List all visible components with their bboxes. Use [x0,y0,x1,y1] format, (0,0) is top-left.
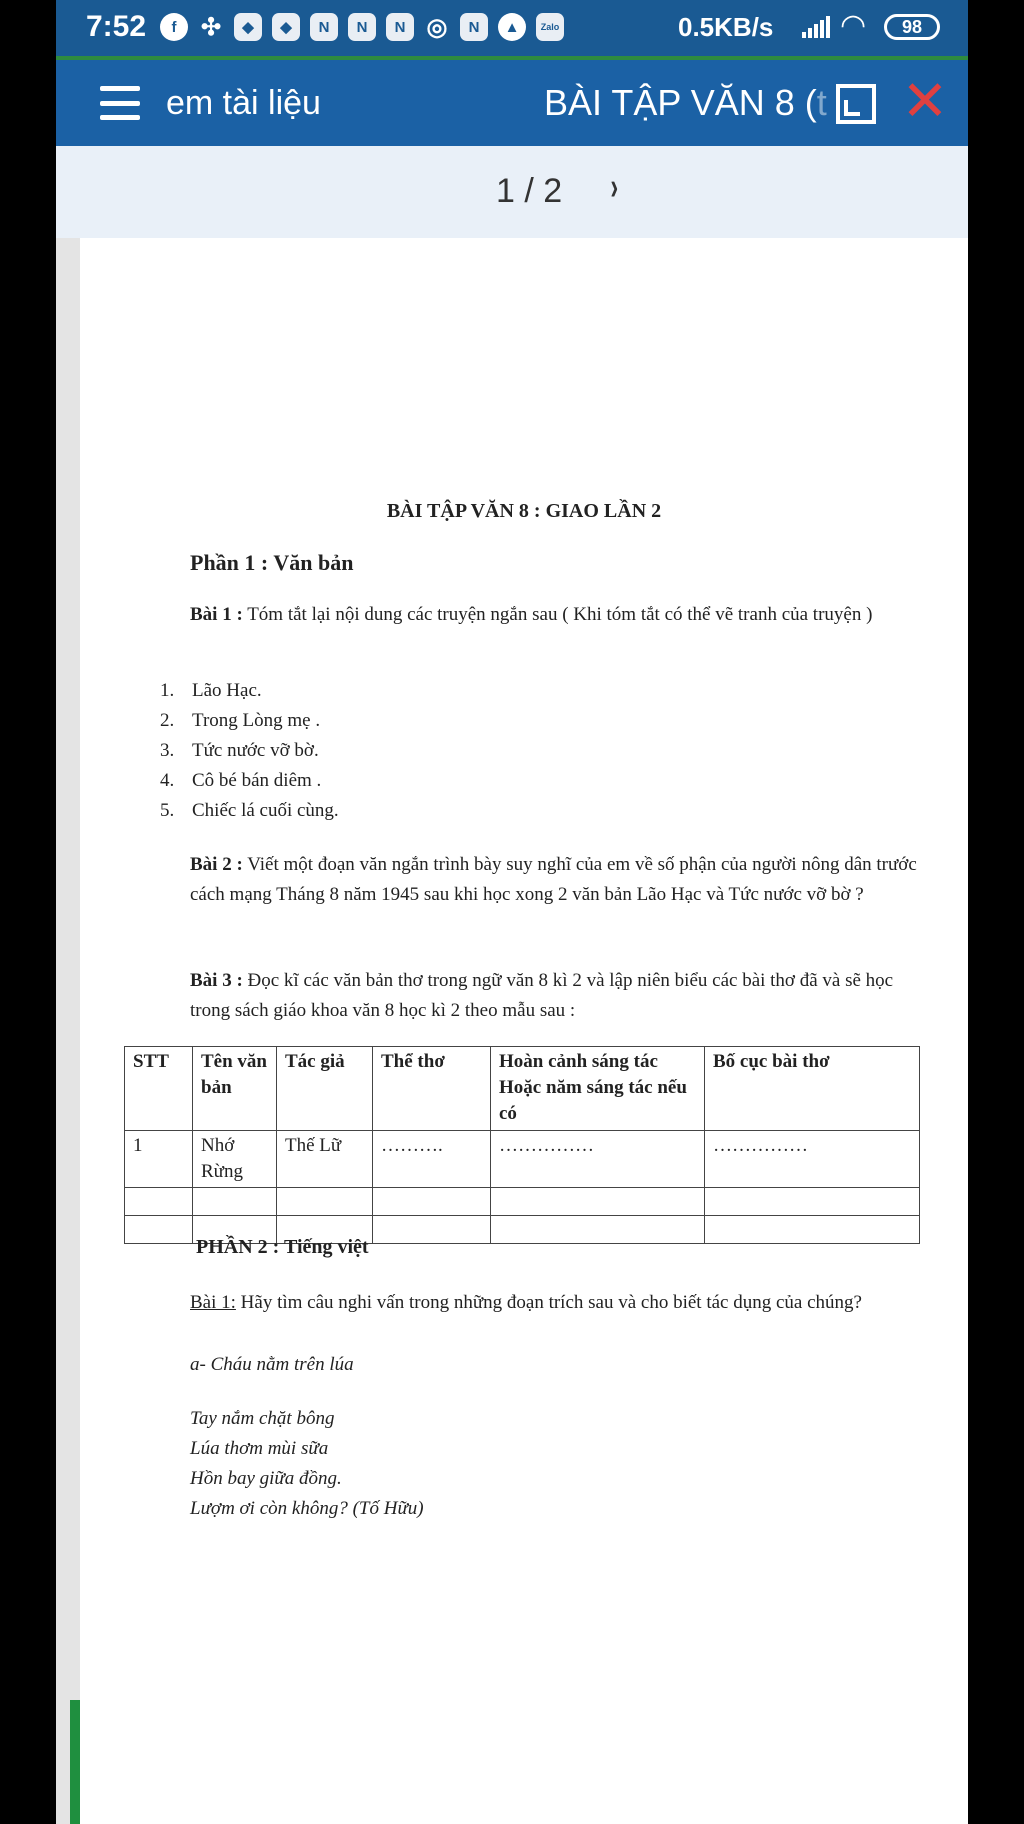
app-icon: ◆ [272,13,300,41]
scroll-indicator[interactable] [70,1700,80,1824]
p2-bai1-paragraph [190,1288,920,1318]
poem-line: Lượm ơi còn không? (Tố Hữu) [190,1498,424,1519]
zalo-icon: Zalo [536,13,564,41]
table-row [125,1188,920,1216]
status-time: 7:52 [86,10,147,43]
bai2-label: Bài 2 : [190,854,243,875]
notification-icons [160,13,564,41]
document-page[interactable] [80,238,968,1824]
n-icon: N [310,13,338,41]
poem-timeline-table [124,1046,920,1244]
expand-icon[interactable] [836,84,876,124]
wifi-icon: ◠ [840,9,867,42]
poem-excerpt [190,1404,424,1524]
bai1-label: Bài 1 : [190,604,243,625]
doc-title: BÀI TẬP VĂN 8 : GIAO LẦN 2 [386,500,662,522]
n-icon: N [348,13,376,41]
poem-line: Hồn bay giữa đồng. [190,1468,342,1489]
table-cell [373,1188,491,1216]
close-icon[interactable]: ✕ [901,69,949,132]
bai1-text: Tóm tắt lại nội dung các truyện ngắn sau ( Khi tóm tắt có thể vẽ tranh của truyện ) [247,604,873,625]
table-cell [125,1216,193,1244]
bai1-paragraph [190,600,920,630]
network-speed: 0.5KB/s [678,12,774,42]
bai1-story-list [160,676,339,826]
facebook-icon: f [160,13,188,41]
app-toolbar [56,56,968,146]
part2-heading: PHẦN 2 : Tiếng việt [196,1236,369,1258]
table-cell: Thế Lữ [277,1131,373,1188]
table-cell [705,1216,920,1244]
bai2-text: Viết một đoạn văn ngắn trình bày suy nghĩ của em về số phận của người nông dân trước cách mạng Tháng 8 năm 1945 sau khi học xong 2 văn bản Lão Hạc và Tức nước vỡ bờ ? [190,854,917,905]
app-icon: ◆ [234,13,262,41]
table-row [125,1131,920,1188]
table-cell: …………… [705,1131,920,1188]
bai2-paragraph [190,850,920,910]
table-cell [705,1188,920,1216]
phone-screen [56,0,968,1824]
p2-bai1-sub: a- Cháu nằm trên lúa [190,1354,354,1375]
hotspot-icon: ◎ [426,13,448,41]
list-item: 4. Cô bé bán diêm . [160,770,322,791]
table-header: Tên văn bản [193,1047,277,1131]
next-page-icon[interactable]: › [610,166,619,208]
list-item: 2. Trong Lòng mẹ . [160,710,321,731]
table-cell: ………. [373,1131,491,1188]
table-header-row [125,1047,920,1131]
table-cell [125,1188,193,1216]
status-bar [56,0,968,56]
page-navigator [56,146,968,238]
bai3-text: Đọc kĩ các văn bản thơ trong ngữ văn 8 kì 2 và lập niên biểu các bài thơ đã và sẽ học trong sách giáo khoa văn 8 học kì 2 theo mẫu sau : [190,970,894,1021]
poem-line: Tay nắm chặt bông [190,1408,335,1429]
document-title-text: BÀI TẬP VĂN 8 ( [544,82,817,123]
list-item: 5. Chiếc lá cuối cùng. [160,800,339,821]
poem-line: Lúa thơm mùi sữa [190,1438,329,1459]
list-item: 3. Tức nước vỡ bờ. [160,740,319,761]
toolbar-left-title: em tài liệu [166,84,321,122]
drive-icon: ▲ [498,13,526,41]
table-header: Hoàn cảnh sáng tác Hoặc năm sáng tác nếu có [491,1047,705,1131]
document-title-fade: t [816,82,827,123]
table-cell [491,1216,705,1244]
n-icon: N [386,13,414,41]
table-header: STT [125,1047,193,1131]
p2-bai1-text: Hãy tìm câu nghi vấn trong những đoạn trích sau và cho biết tác dụng của chúng? [240,1292,862,1313]
part1-heading: Phần 1 : Văn bản [190,550,354,575]
table-header: Thể thơ [373,1047,491,1131]
list-item: 1. Lão Hạc. [160,680,262,701]
table-cell [491,1188,705,1216]
menu-icon[interactable] [100,86,140,120]
table-cell: Nhớ Rừng [193,1131,277,1188]
bai3-label: Bài 3 : [190,970,243,991]
document-title-tab[interactable] [544,82,827,124]
battery-icon [884,14,940,40]
table-cell [277,1188,373,1216]
page-indicator: 1 / 2 [496,172,563,210]
p2-bai1-label: Bài 1: [190,1292,236,1313]
signal-icon [802,16,830,38]
battery-level: 98 [901,16,923,37]
table-cell: 1 [125,1131,193,1188]
page-gutter [56,238,80,1824]
table-header: Bố cục bài thơ [705,1047,920,1131]
table-header: Tác giả [277,1047,373,1131]
n-icon: N [460,13,488,41]
table-cell: …………… [491,1131,705,1188]
bai3-paragraph [190,966,920,1026]
table-cell [373,1216,491,1244]
table-cell [193,1188,277,1216]
pinwheel-icon: ✣ [200,13,222,41]
